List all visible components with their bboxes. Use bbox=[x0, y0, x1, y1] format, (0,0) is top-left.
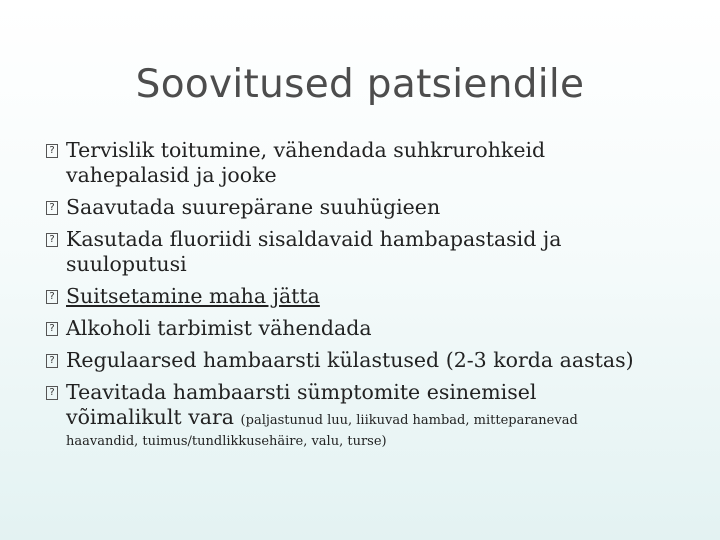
bullet-item bbox=[46, 195, 696, 220]
bullet-marker-icon: ? bbox=[46, 354, 58, 368]
bullet-text: Alkoholi tarbimist vähendada bbox=[66, 316, 372, 340]
bullet-text: Suitsetamine maha jätta bbox=[66, 284, 320, 308]
bullet-marker-icon: ? bbox=[46, 386, 58, 400]
bullet-item bbox=[46, 380, 696, 451]
bullet-marker-icon: ? bbox=[46, 201, 58, 215]
bullet-item bbox=[46, 227, 696, 277]
bullet-item bbox=[46, 316, 696, 341]
bullet-item bbox=[46, 348, 696, 373]
bullet-text: Saavutada suurepärane suuhügieen bbox=[66, 195, 441, 219]
bullet-note: (paljastunud luu, liikuvad hambad, mitteparanevad bbox=[240, 413, 578, 428]
bullet-marker-icon: ? bbox=[46, 144, 58, 158]
bullet-marker-icon: ? bbox=[46, 290, 58, 304]
bullet-list bbox=[46, 138, 696, 458]
bullet-text: Tervislik toitumine, vähendada suhkrurohkeid bbox=[66, 138, 546, 162]
bullet-marker-icon: ? bbox=[46, 233, 58, 247]
bullet-item bbox=[46, 138, 696, 188]
bullet-item bbox=[46, 284, 696, 309]
bullet-text: võimalikult vara bbox=[66, 405, 235, 429]
bullet-marker-icon: ? bbox=[46, 322, 58, 336]
bullet-text: vahepalasid ja jooke bbox=[66, 163, 277, 187]
bullet-text-with-note bbox=[66, 405, 696, 433]
slide-title: Soovitused patsiendile bbox=[135, 62, 585, 107]
bullet-text: suuloputusi bbox=[66, 252, 187, 276]
bullet-text: Kasutada fluoriidi sisaldavaid hambapastasid ja bbox=[66, 227, 562, 251]
bullet-text: Teavitada hambaarsti sümptomite esinemisel bbox=[66, 380, 537, 404]
bullet-note: haavandid, tuimus/tundlikkusehäire, valu, turse) bbox=[66, 434, 387, 449]
bullet-text: Regulaarsed hambaarsti külastused (2-3 korda aastas) bbox=[66, 348, 634, 372]
